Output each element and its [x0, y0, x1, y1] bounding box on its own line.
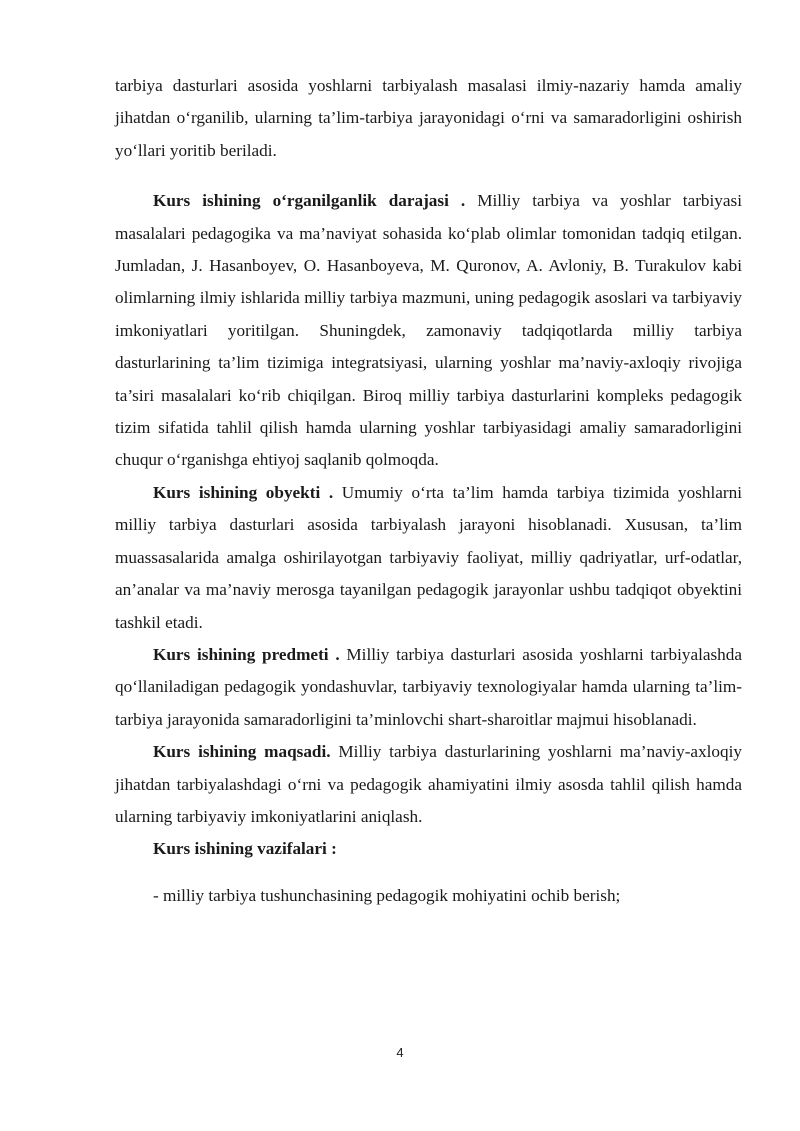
study-degree-body: Milliy tarbiya va yoshlar tarbiyasi masalalari pedagogika va ma’naviyat sohasida ko‘plab olimlar tomonidan tadqiq etilgan. Jumladan, J. Hasanboyev, O. Hasanboyeva, M. Quronov, A. Avloniy, B. Turakulov kabi olimlarning ilmiy ishlarida milliy tarbiya mazmuni, uning pedagogik asoslari va tarbiyaviy imkoniyatlari yoritilgan. Shuningdek, zamonaviy tadqiqotlarda milliy tarbiya dasturlarining ta’lim tizimiga integratsiyasi, ularning yoshlar ma’naviy-axloqiy rivojiga ta’siri masalalari ko‘rib chiqilgan. Biroq milliy tarbiya dasturlarini kompleks pedagogik tizim sifatida tahlil qilish hamda ularning yoshlar tarbiyasidagi amaliy samaradorligini chuqur o‘rganishga ehtiyoj saqlanib qolmoqda. — [115, 191, 742, 470]
subject-heading: Kurs ishining predmeti . — [153, 644, 340, 664]
object-paragraph — [115, 477, 742, 639]
goal-heading: Kurs ishining maqsadi. — [153, 742, 331, 762]
study-degree-paragraph — [115, 185, 742, 477]
object-body: Umumiy o‘rta ta’lim hamda tarbiya tizimida yoshlarni milliy tarbiya dasturlari asosida tarbiyalash jarayoni hisoblanadi. Xususan, ta’lim muassasalarida amalga oshirilayotgan tarbiyaviy faoliyat, milliy qadriyatlar, urf-odatlar, an’analar va ma’naviy merosga tayanilgan pedagogik jarayonlar ushbu tadqiqot obyektini tashkil etadi. — [115, 482, 742, 632]
tasks-paragraph — [115, 833, 742, 865]
page-number: 4 — [396, 1045, 404, 1060]
subject-body: Milliy tarbiya dasturlari asosida yoshlarni tarbiyalashda qo‘llaniladigan pedagogik yondashuvlar, tarbiyaviy texnologiyalar hamda ularning ta’lim-tarbiya jarayonida samaradorligini ta’minlovchi shart-sharoitlar majmui hisoblanadi. — [115, 644, 742, 729]
intro-paragraph: tarbiya dasturlari asosida yoshlarni tarbiyalash masalasi ilmiy-nazariy hamda amaliy jihatdan o‘rganilib, ularning ta’lim-tarbiya jarayonidagi o‘rni va samaradorligini oshirish yo‘llari yoritib beriladi. — [115, 76, 742, 160]
study-degree-heading: Kurs ishining o‘rganilganlik darajasi . — [153, 191, 466, 211]
goal-body: Milliy tarbiya dasturlarining yoshlarni ma’naviy-axloqiy jihatdan tarbiyalashdagi o‘rni va pedagogik ahamiyatini ilmiy asosda tahlil qilish hamda ularning tarbiyaviy imkoniyatlarini aniqlash. — [115, 742, 742, 826]
object-heading: Kurs ishining obyekti . — [153, 482, 334, 502]
tasks-heading: Kurs ishining vazifalari : — [153, 839, 337, 859]
document-page — [115, 70, 742, 912]
goal-paragraph — [115, 736, 742, 833]
tasks-list-item: - milliy tarbiya tushunchasining pedagogik mohiyatini ochib berish; — [153, 885, 621, 905]
subject-paragraph — [115, 639, 742, 736]
